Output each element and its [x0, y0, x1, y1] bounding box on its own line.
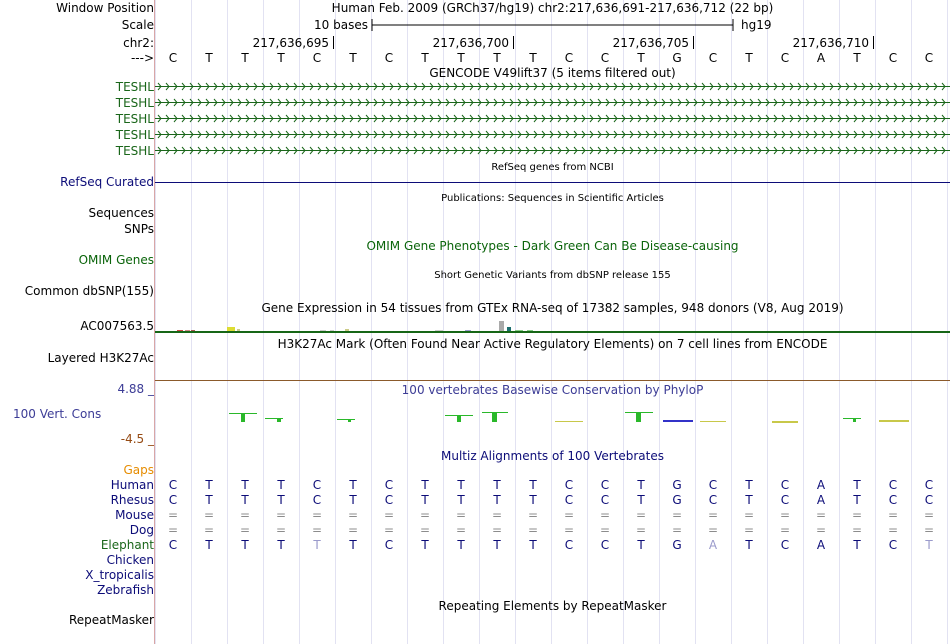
alignment-base: C: [564, 493, 574, 507]
gencode-transcript-line[interactable]: [155, 82, 950, 91]
multiz-track-title: Multiz Alignments of 100 Vertebrates: [440, 449, 665, 463]
multiz-species-label[interactable]: X_tropicalis: [85, 568, 154, 582]
alignment-base: A: [708, 538, 718, 552]
alignment-base: C: [924, 493, 934, 507]
alignment-base: C: [312, 478, 322, 492]
ruler-tick: [333, 36, 334, 49]
alignment-base: =: [311, 508, 323, 522]
alignment-base: T: [493, 478, 501, 492]
scale-bar: [155, 17, 950, 33]
scale-text: 10 bases: [314, 18, 368, 32]
alignment-base: T: [241, 538, 249, 552]
sequence-base: T: [241, 51, 249, 65]
alignment-base: =: [851, 523, 863, 537]
multiz-species-label[interactable]: Mouse: [115, 508, 154, 522]
sequence-base: C: [168, 51, 178, 65]
cons-min-label: -4.5 _: [120, 432, 154, 446]
alignment-base: G: [672, 538, 682, 552]
alignment-base: =: [887, 523, 899, 537]
alignment-base: =: [347, 508, 359, 522]
ruler-tick-label: 217,636,700: [432, 36, 509, 50]
sequence-base: T: [745, 51, 753, 65]
alignment-base: =: [419, 508, 431, 522]
alignment-base: T: [421, 538, 429, 552]
alignment-base: T: [529, 493, 537, 507]
alignment-base: =: [239, 508, 251, 522]
alignment-base: =: [275, 508, 287, 522]
sequence-base: C: [312, 51, 322, 65]
h3k27ac-track-title: H3K27Ac Mark (Often Found Near Active Regulatory Elements) on 7 cell lines from ENCODE: [277, 337, 828, 351]
alignment-base: T: [205, 478, 213, 492]
alignment-base: =: [167, 508, 179, 522]
publications-track-title: Publications: Sequences in Scientific Articles: [441, 193, 664, 204]
alignment-base: A: [816, 478, 826, 492]
alignment-base: T: [637, 493, 645, 507]
alignment-base: =: [599, 508, 611, 522]
alignment-base: T: [925, 538, 933, 552]
h3k27ac-track-label[interactable]: Layered H3K27Ac: [47, 351, 154, 365]
alignment-base: =: [491, 523, 503, 537]
alignment-base: T: [493, 538, 501, 552]
alignment-base: T: [457, 493, 465, 507]
alignment-base: C: [888, 493, 898, 507]
sequence-base: G: [672, 51, 682, 65]
alignment-base: T: [637, 538, 645, 552]
alignment-base: T: [313, 538, 321, 552]
gtex-track-label[interactable]: AC007563.5: [80, 319, 154, 333]
gencode-transcript-line[interactable]: [155, 130, 950, 139]
alignment-base: G: [672, 493, 682, 507]
alignment-base: C: [888, 478, 898, 492]
alignment-base: =: [707, 508, 719, 522]
gencode-item-label[interactable]: TESHL: [115, 144, 154, 158]
alignment-base: =: [815, 508, 827, 522]
gencode-transcript-line[interactable]: [155, 146, 950, 155]
alignment-base: =: [383, 508, 395, 522]
strand-label: --->: [130, 51, 154, 65]
alignment-base: =: [923, 523, 935, 537]
track-image-area[interactable]: [155, 0, 950, 644]
alignment-base: T: [277, 478, 285, 492]
alignment-base: C: [168, 538, 178, 552]
multiz-species-label[interactable]: Dog: [129, 523, 154, 537]
alignment-base: =: [419, 523, 431, 537]
alignment-base: T: [205, 493, 213, 507]
alignment-base: =: [455, 508, 467, 522]
alignment-base: T: [457, 538, 465, 552]
alignment-base: =: [563, 523, 575, 537]
alignment-base: T: [529, 478, 537, 492]
alignment-base: C: [708, 478, 718, 492]
dbsnp-track-label[interactable]: Common dbSNP(155): [24, 284, 154, 298]
alignment-base: =: [455, 523, 467, 537]
sequence-base: C: [600, 51, 610, 65]
ruler-tick-label: 217,636,695: [252, 36, 329, 50]
alignment-base: =: [167, 523, 179, 537]
alignment-base: C: [708, 493, 718, 507]
alignment-base: =: [275, 523, 287, 537]
alignment-base: A: [816, 493, 826, 507]
alignment-base: A: [816, 538, 826, 552]
track-labels-panel: [0, 0, 154, 644]
alignment-base: T: [277, 493, 285, 507]
snps-track-label[interactable]: SNPs: [124, 222, 154, 236]
alignment-base: C: [168, 478, 178, 492]
alignment-base: T: [745, 538, 753, 552]
alignment-base: T: [493, 493, 501, 507]
alignment-base: =: [671, 508, 683, 522]
sequence-base: C: [708, 51, 718, 65]
alignment-base: T: [349, 493, 357, 507]
alignment-base: C: [924, 478, 934, 492]
dbsnp-track-title: Short Genetic Variants from dbSNP release 155: [434, 270, 671, 281]
alignment-base: T: [745, 478, 753, 492]
alignment-base: C: [168, 493, 178, 507]
alignment-base: T: [277, 538, 285, 552]
alignment-base: =: [851, 508, 863, 522]
window-position-label: Window Position: [56, 1, 154, 15]
gtex-track-title: Gene Expression in 54 tissues from GTEx RNA-seq of 17382 samples, 948 donors (V8, Aug 2019): [261, 301, 844, 315]
gencode-transcript-line[interactable]: [155, 98, 950, 107]
alignment-base: =: [491, 508, 503, 522]
alignment-base: C: [384, 538, 394, 552]
assembly-label: hg19: [741, 18, 772, 32]
alignment-base: T: [241, 493, 249, 507]
alignment-base: T: [745, 493, 753, 507]
alignment-base: =: [527, 523, 539, 537]
alignment-base: =: [347, 523, 359, 537]
gencode-track-title: GENCODE V49lift37 (5 items filtered out): [429, 66, 676, 80]
alignment-base: C: [888, 538, 898, 552]
sequence-base: T: [421, 51, 429, 65]
omim-track-title: OMIM Gene Phenotypes - Dark Green Can Be Disease-causing: [366, 239, 739, 253]
chrom-label: chr2:: [123, 36, 154, 50]
omim-track-label[interactable]: OMIM Genes: [78, 253, 154, 267]
sequence-base: C: [780, 51, 790, 65]
alignment-base: C: [600, 493, 610, 507]
alignment-base: =: [743, 508, 755, 522]
cons-track-title: 100 vertebrates Basewise Conservation by PhyloP: [401, 383, 704, 397]
alignment-base: T: [457, 478, 465, 492]
repeatmasker-track-label[interactable]: RepeatMasker: [68, 613, 154, 627]
repeatmasker-track-title: Repeating Elements by RepeatMasker: [438, 599, 667, 613]
alignment-base: C: [600, 478, 610, 492]
alignment-base: T: [241, 478, 249, 492]
cons-max-label: 4.88 _: [117, 382, 154, 396]
conservation-bars[interactable]: [155, 405, 950, 427]
scale-label: Scale: [121, 18, 154, 32]
alignment-base: C: [564, 478, 574, 492]
alignment-base: T: [853, 538, 861, 552]
gencode-item-label[interactable]: TESHL: [115, 128, 154, 142]
gencode-item-label[interactable]: TESHL: [115, 112, 154, 126]
multiz-species-label[interactable]: Elephant: [100, 538, 154, 552]
ruler-tick-label: 217,636,705: [612, 36, 689, 50]
alignment-base: C: [384, 493, 394, 507]
alignment-base: C: [780, 478, 790, 492]
alignment-base: =: [815, 523, 827, 537]
ruler-tick: [693, 36, 694, 49]
sequence-base: C: [924, 51, 934, 65]
gtex-expression-bars[interactable]: [155, 318, 950, 334]
gencode-transcript-line[interactable]: [155, 114, 950, 123]
alignment-base: C: [780, 493, 790, 507]
alignment-base: =: [563, 508, 575, 522]
alignment-base: =: [671, 523, 683, 537]
alignment-base: G: [672, 478, 682, 492]
alignment-base: T: [637, 478, 645, 492]
alignment-base: =: [527, 508, 539, 522]
alignment-base: =: [311, 523, 323, 537]
refseq-gene-line[interactable]: [155, 182, 950, 183]
cons-track-label[interactable]: 100 Vert. Cons: [13, 407, 102, 421]
sequence-base: T: [529, 51, 537, 65]
alignment-base: =: [383, 523, 395, 537]
ruler-tick: [513, 36, 514, 49]
alignment-base: T: [349, 478, 357, 492]
alignment-base: T: [853, 493, 861, 507]
alignment-base: =: [239, 523, 251, 537]
alignment-base: =: [599, 523, 611, 537]
sequence-base: C: [564, 51, 574, 65]
alignment-base: T: [349, 538, 357, 552]
alignment-base: T: [421, 493, 429, 507]
alignment-base: =: [635, 523, 647, 537]
refseq-track-label[interactable]: RefSeq Curated: [60, 175, 154, 189]
alignment-base: =: [203, 523, 215, 537]
refseq-track-title: RefSeq genes from NCBI: [491, 162, 614, 173]
sequence-base: T: [205, 51, 213, 65]
sequence-base: T: [493, 51, 501, 65]
alignment-base: T: [853, 478, 861, 492]
alignment-base: T: [205, 538, 213, 552]
alignment-base: C: [384, 478, 394, 492]
gencode-item-label[interactable]: TESHL: [115, 80, 154, 94]
alignment-base: =: [635, 508, 647, 522]
sequence-base: T: [853, 51, 861, 65]
multiz-species-label[interactable]: Rhesus: [110, 493, 154, 507]
alignment-base: C: [780, 538, 790, 552]
alignment-base: C: [564, 538, 574, 552]
sequence-base: T: [457, 51, 465, 65]
sequence-base: T: [349, 51, 357, 65]
alignment-base: =: [779, 523, 791, 537]
alignment-base: =: [779, 508, 791, 522]
alignment-base: =: [203, 508, 215, 522]
ruler-tick-label: 217,636,710: [792, 36, 869, 50]
gencode-item-label[interactable]: TESHL: [115, 96, 154, 110]
sequences-track-label[interactable]: Sequences: [88, 206, 154, 220]
alignment-base: T: [421, 478, 429, 492]
sequence-base: C: [888, 51, 898, 65]
window-position-value: Human Feb. 2009 (GRCh37/hg19) chr2:217,636,691-217,636,712 (22 bp): [331, 1, 774, 15]
sequence-base: C: [384, 51, 394, 65]
multiz-species-label[interactable]: Zebrafish: [97, 583, 154, 597]
multiz-species-label[interactable]: Chicken: [106, 553, 154, 567]
sequence-base: T: [277, 51, 285, 65]
sequence-base: A: [816, 51, 826, 65]
h3k27ac-baseline: [155, 380, 950, 381]
sequence-base: T: [637, 51, 645, 65]
alignment-base: =: [923, 508, 935, 522]
gaps-label: Gaps: [123, 463, 154, 477]
multiz-species-label[interactable]: Human: [110, 478, 154, 492]
alignment-base: =: [887, 508, 899, 522]
alignment-base: =: [707, 523, 719, 537]
alignment-base: =: [743, 523, 755, 537]
alignment-base: C: [600, 538, 610, 552]
alignment-base: C: [312, 493, 322, 507]
alignment-base: T: [529, 538, 537, 552]
ruler-tick: [873, 36, 874, 49]
